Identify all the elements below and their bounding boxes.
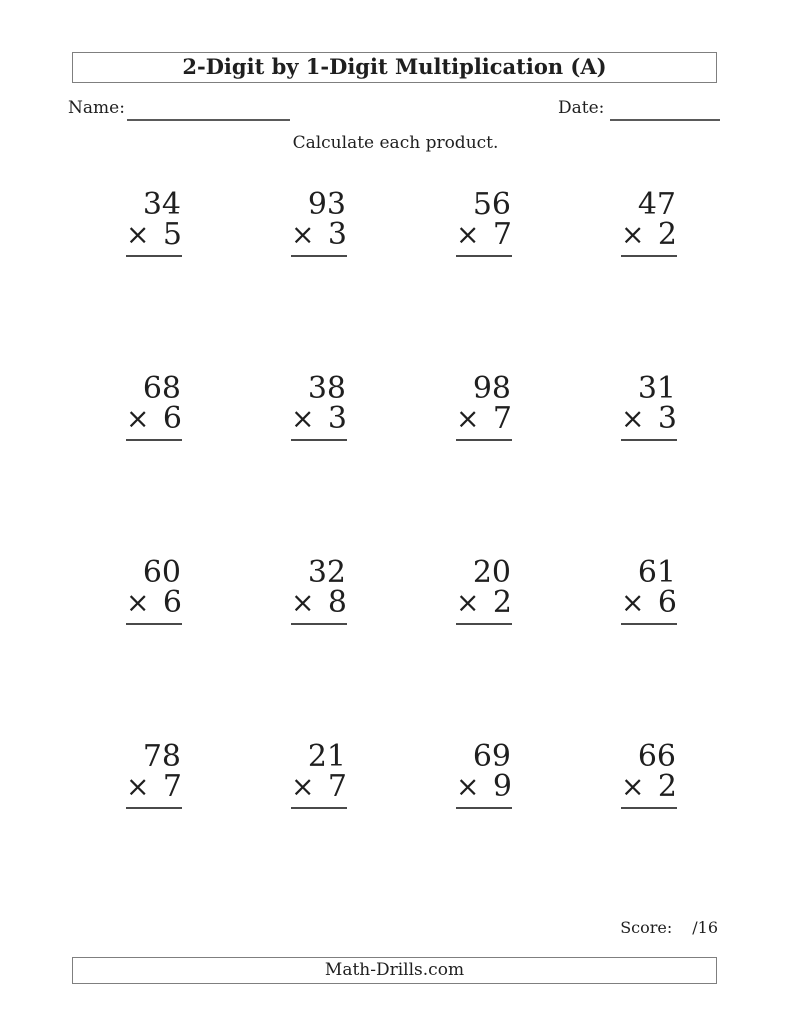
answer-line (456, 401, 512, 441)
multiply-icon: × (621, 586, 645, 619)
answer-line (621, 769, 677, 809)
date-blank-line (610, 119, 720, 121)
multiplier: 6 (657, 585, 677, 620)
problems-grid (17, 187, 677, 926)
problem (126, 555, 182, 625)
problem-cell (182, 739, 347, 926)
problem-cell (512, 187, 677, 374)
multiply-icon: × (456, 586, 480, 619)
multiplicand: 98 (472, 371, 511, 406)
multiplier: 7 (492, 401, 512, 436)
problem-cell (347, 371, 512, 558)
problem (621, 187, 677, 257)
multiply-icon: × (621, 218, 645, 251)
multiplier: 2 (492, 585, 512, 620)
problem (621, 739, 677, 809)
multiply-icon: × (126, 586, 150, 619)
multiplicand: 31 (637, 371, 676, 406)
multiplicand: 32 (307, 555, 346, 590)
multiply-icon: × (456, 402, 480, 435)
multiplier: 3 (327, 217, 347, 252)
multiplicand: 20 (472, 555, 511, 590)
problem-cell (512, 371, 677, 558)
multiplicand: 38 (307, 371, 346, 406)
multiplier: 6 (162, 401, 182, 436)
multiply-icon: × (291, 402, 315, 435)
multiply-icon: × (621, 402, 645, 435)
multiplier: 7 (162, 769, 182, 804)
answer-line (291, 585, 347, 625)
multiplicand: 56 (472, 187, 511, 222)
problem (621, 371, 677, 441)
answer-line (456, 217, 512, 257)
multiplicand: 93 (307, 187, 346, 222)
problem-cell (182, 187, 347, 374)
multiply-icon: × (621, 770, 645, 803)
worksheet-title: 2-Digit by 1-Digit Multiplication (A) (72, 52, 717, 83)
problem-cell (17, 739, 182, 926)
multiplicand: 61 (637, 555, 676, 590)
score-row (620, 918, 718, 937)
answer-line (126, 401, 182, 441)
problem (456, 371, 512, 441)
problem-cell (347, 555, 512, 742)
multiply-icon: × (126, 218, 150, 251)
problem (126, 371, 182, 441)
multiply-icon: × (291, 770, 315, 803)
name-label: Name: (68, 98, 125, 118)
answer-line (456, 585, 512, 625)
problem (456, 187, 512, 257)
multiplicand: 78 (142, 739, 181, 774)
problem-cell (512, 555, 677, 742)
multiply-icon: × (291, 218, 315, 251)
problem (621, 555, 677, 625)
multiplier: 3 (657, 401, 677, 436)
multiply-icon: × (456, 770, 480, 803)
answer-line (456, 769, 512, 809)
footer-brand: Math-Drills.com (72, 957, 717, 984)
problem-cell (17, 187, 182, 374)
multiply-icon: × (126, 770, 150, 803)
score-value: /16 (692, 918, 718, 937)
answer-line (126, 217, 182, 257)
multiplier: 2 (657, 769, 677, 804)
multiplier: 7 (492, 217, 512, 252)
multiplicand: 66 (637, 739, 676, 774)
multiplier: 6 (162, 585, 182, 620)
name-blank-line (127, 119, 290, 121)
date-label: Date: (558, 98, 605, 118)
problem (291, 371, 347, 441)
multiplier: 7 (327, 769, 347, 804)
problem (126, 187, 182, 257)
multiplicand: 68 (142, 371, 181, 406)
instruction-text: Calculate each product. (292, 133, 499, 153)
problem-cell (182, 555, 347, 742)
multiplier: 2 (657, 217, 677, 252)
problem (456, 555, 512, 625)
multiply-icon: × (456, 218, 480, 251)
multiplicand: 69 (472, 739, 511, 774)
multiplier: 5 (162, 217, 182, 252)
problem-cell (347, 187, 512, 374)
multiply-icon: × (291, 586, 315, 619)
answer-line (621, 401, 677, 441)
multiply-icon: × (126, 402, 150, 435)
multiplicand: 60 (142, 555, 181, 590)
multiplicand: 47 (637, 187, 676, 222)
problem (126, 739, 182, 809)
problem (291, 187, 347, 257)
problem (456, 739, 512, 809)
answer-line (291, 217, 347, 257)
problem-cell (182, 371, 347, 558)
multiplicand: 34 (142, 187, 181, 222)
score-label: Score: (620, 918, 673, 937)
multiplicand: 21 (307, 739, 346, 774)
multiplier: 8 (327, 585, 347, 620)
answer-line (621, 585, 677, 625)
problem-cell (347, 739, 512, 926)
problem-cell (512, 739, 677, 926)
answer-line (291, 769, 347, 809)
answer-line (126, 585, 182, 625)
problem-cell (17, 555, 182, 742)
answer-line (291, 401, 347, 441)
problem-cell (17, 371, 182, 558)
problem (291, 555, 347, 625)
multiplier: 9 (492, 769, 512, 804)
answer-line (126, 769, 182, 809)
multiplier: 3 (327, 401, 347, 436)
problem (291, 739, 347, 809)
answer-line (621, 217, 677, 257)
